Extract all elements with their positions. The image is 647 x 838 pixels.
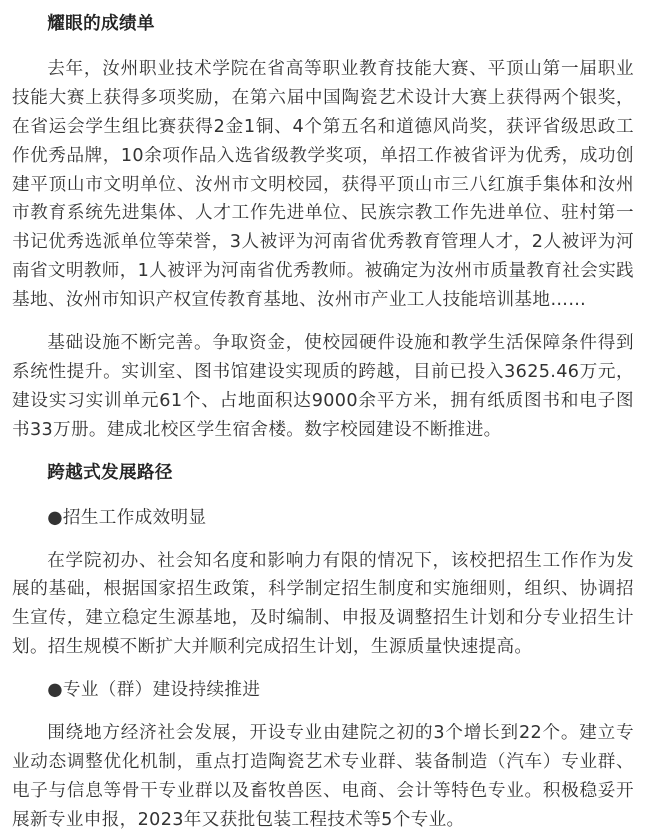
bullet-title-majors: ●专业（群）建设持续推进 bbox=[47, 680, 261, 701]
paragraph-majors: 围绕地方经济社会发展，开设专业由建院之初的3个增长到22个。建立专业动态调整优化机制，重点打造陶瓷艺术专业群、装备制造（汽车）专业群、电子与信息等骨干专业群以及畜牧兽医、电商、会计等特色专业。积极稳妥开展新专业申报，2023年又获批包装工程技术等5个专业。 bbox=[12, 723, 634, 830]
paragraph-infrastructure: 基础设施不断完善。争取资金，使校园硬件设施和教学生活保障条件得到系统性提升。实训室、图书馆建设实现质的跨越，目前已投入3625.46万元，建设实习实训单元61个、占地面积达9000余平方米，拥有纸质图书和电子图书33万册。建成北校区学生宿舍楼。数字校园建设不断推进。 bbox=[12, 333, 634, 440]
section-heading-achievements: 耀眼的成绩单 bbox=[47, 14, 155, 34]
paragraph-awards: 去年，汝州职业技术学院在省高等职业教育技能大赛、平顶山第一届职业技能大赛上获得多项奖励，在第六届中国陶瓷艺术设计大赛上获得两个银奖，在省运会学生组比赛获得2金1铜、4个第五名和道德风尚奖，获评省级思政工作优秀品牌，10余项作品入选省级教学奖项，单招工作被省评为优秀，成功创建平顶山市文明单位、汝州市文明校园，获得平顶山市三八红旗手集体和汝州市教育系统先进集体、人才工作先进单位、民族宗教工作先进单位、驻村第一书记优秀选派单位等荣誉，3人被评为河南省优秀教育管理人才，2人被评为河南省文明教师，1人被评为河南省优秀教师。被确定为汝州市质量教育社会实践基地、汝州市知识产权宣传教育基地、汝州市产业工人技能培训基地…… bbox=[12, 58, 634, 311]
bullet-title-enrollment: ●招生工作成效明显 bbox=[47, 507, 207, 528]
paragraph-enrollment: 在学院初办、社会知名度和影响力有限的情况下，该校把招生工作作为发展的基础，根据国家招生政策，科学制定招生制度和实施细则，组织、协调招生宣传，建立稳定生源基地，及时编制、申报及调整招生计划和分专业招生计划。招生规模不断扩大并顺利完成招生计划，生源质量快速提高。 bbox=[12, 550, 634, 658]
section-heading-development-path: 跨越式发展路径 bbox=[47, 462, 173, 483]
